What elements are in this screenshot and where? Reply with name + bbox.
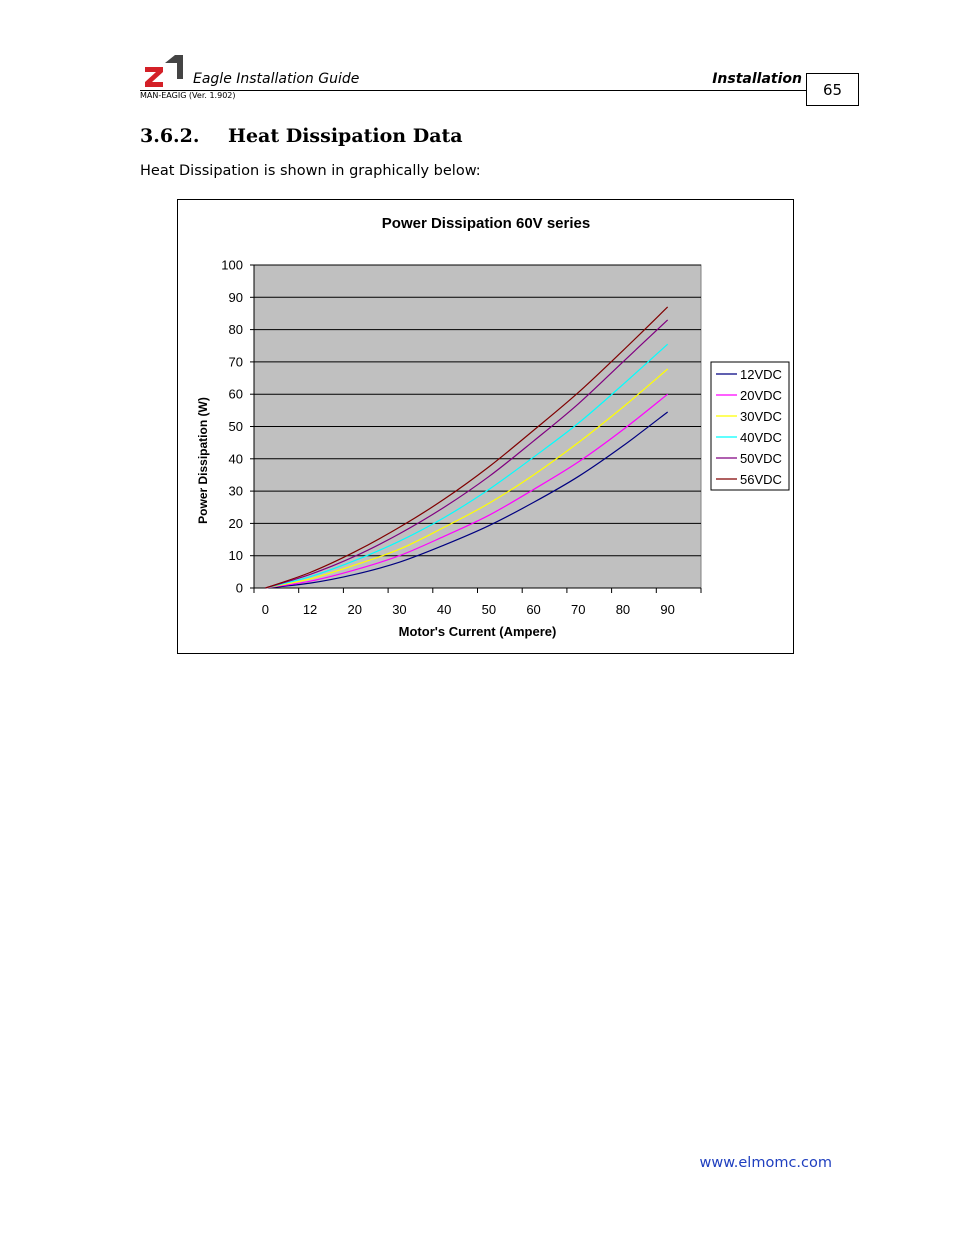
x-tick-label: 50 [481, 602, 497, 617]
x-axis-label: Motor's Current (Ampere) [398, 624, 557, 639]
power-dissipation-chart [178, 200, 793, 653]
page-number-box [806, 73, 859, 106]
y-axis-label: Power Dissipation (W) [196, 397, 210, 524]
section-title: Heat Dissipation Data [228, 125, 463, 147]
legend-label-40vdc: 40VDC [740, 430, 782, 445]
legend-label-30vdc: 30VDC [740, 409, 782, 424]
y-tick-label: 60 [228, 386, 243, 402]
y-tick-label: 70 [228, 354, 243, 370]
chart-title: Power Dissipation 60V series [381, 215, 591, 232]
y-tick-label: 50 [228, 419, 243, 434]
y-tick-label: 40 [228, 451, 243, 467]
page-number: 65 [822, 80, 843, 99]
y-tick-label: 10 [228, 548, 243, 564]
header-rule [140, 90, 806, 91]
y-tick-label: 90 [228, 289, 243, 305]
y-tick-label: 80 [228, 322, 243, 338]
logo-red-shape [145, 67, 163, 87]
x-tick-label: 90 [660, 602, 675, 617]
y-tick-label: 0 [235, 580, 243, 596]
section-number: 3.6.2. [140, 125, 200, 147]
legend-label-12vdc: 12VDC [740, 367, 782, 382]
y-tick-label: 100 [221, 257, 243, 273]
x-tick-label: 30 [392, 602, 407, 617]
legend-label-50vdc: 50VDC [740, 451, 782, 466]
x-tick-label: 80 [615, 602, 631, 617]
y-tick-label: 20 [228, 515, 243, 531]
chart-frame [177, 199, 794, 654]
logo-gray-shape [165, 55, 183, 79]
header-title: Eagle Installation Guide [193, 71, 360, 87]
x-tick-label: 20 [347, 602, 362, 617]
x-tick-label: 40 [436, 602, 452, 617]
header-version: MAN-EAGIG (Ver. 1.902) [140, 91, 236, 100]
x-tick-label: 0 [261, 602, 269, 617]
elmo-logo [143, 55, 185, 87]
legend-label-56vdc: 56VDC [740, 472, 782, 487]
intro-text: Heat Dissipation is shown in graphically below: [140, 163, 481, 179]
y-tick-label: 30 [228, 483, 243, 499]
footer-website-link[interactable]: www.elmomc.com [699, 1155, 832, 1171]
legend-label-20vdc: 20VDC [740, 388, 782, 403]
x-tick-label: 60 [526, 602, 541, 617]
x-tick-label: 70 [571, 602, 586, 617]
header-section: Installation [712, 71, 802, 87]
x-tick-label: 12 [302, 602, 318, 617]
